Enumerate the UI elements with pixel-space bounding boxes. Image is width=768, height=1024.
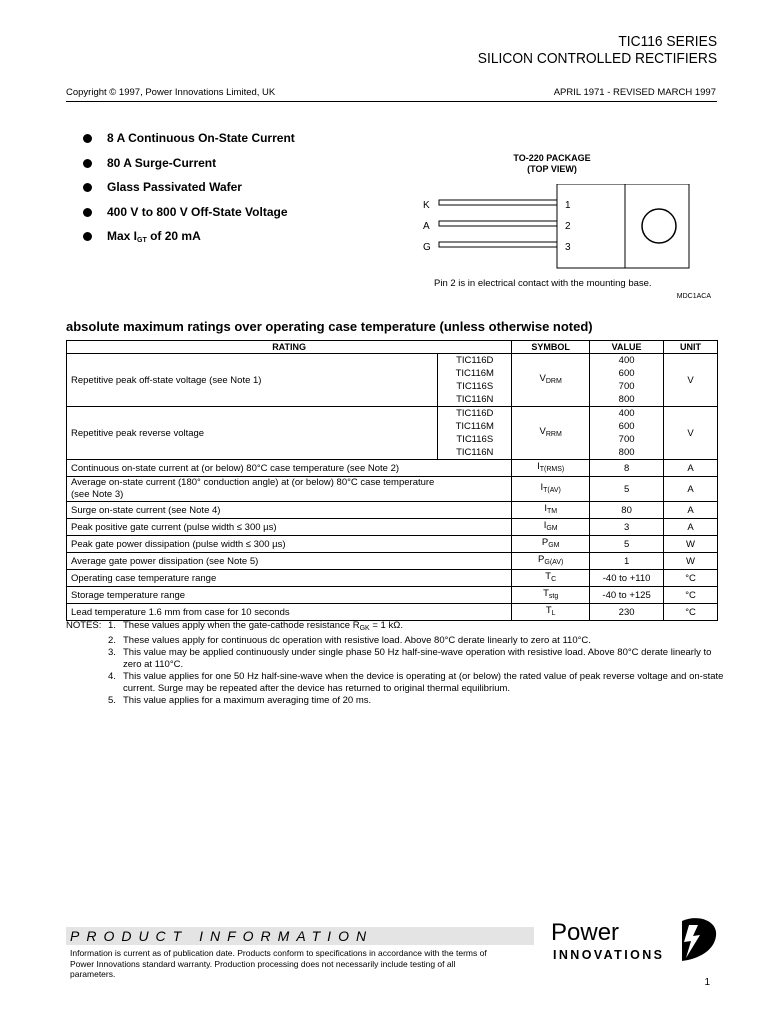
unit-cell: V bbox=[664, 407, 718, 460]
copyright-text: Copyright © 1997, Power Innovations Limited, UK bbox=[66, 87, 276, 98]
svg-text:INNOVATIONS: INNOVATIONS bbox=[553, 948, 665, 962]
bullet-icon bbox=[83, 134, 92, 143]
pin-label-k: K bbox=[423, 200, 430, 211]
bullet-icon bbox=[83, 232, 92, 241]
table-row: Continuous on-state current at (or below) 80°C case temperature (see Note 2) $I_{T(RMS)}$ 8 A bbox=[67, 460, 718, 477]
note-item: 3. This value may be applied continuously under single phase 50 Hz half-sine-wave operation with resistive load. Above 80°C derate linearly to zero at 110°C. bbox=[108, 647, 712, 670]
package-note: Pin 2 is in electrical contact with the mounting base. bbox=[434, 278, 652, 289]
table-row: TIC116S 700 bbox=[67, 380, 718, 393]
header-divider bbox=[66, 101, 717, 102]
pin-number-3: 3 bbox=[565, 242, 571, 253]
document-title bbox=[478, 33, 717, 67]
pin-label-a: A bbox=[423, 221, 430, 232]
header-unit: UNIT bbox=[664, 341, 718, 354]
feature-item: 80 A Surge-Current bbox=[80, 156, 295, 181]
series-name: TIC116 SERIES bbox=[618, 33, 717, 50]
pin-label-g: G bbox=[423, 242, 431, 253]
note-item: 4. This value applies for one 50 Hz half-sine-wave when the device is operating at (or below) the rated value of peak reverse voltage and on-state current. Surge may be repeated after the device has returned to original thermal equilibrium. bbox=[108, 671, 724, 694]
drawing-code: MDC1ACA bbox=[676, 293, 711, 300]
pin-number-2: 2 bbox=[565, 221, 571, 232]
note-item: 2. These values apply for continuous dc operation with resistive load. Above 80°C derate linearly to zero at 110°C. bbox=[108, 635, 591, 646]
lightning-icon bbox=[682, 918, 716, 961]
mounting-hole bbox=[642, 209, 676, 243]
feature-item: 400 V to 800 V Off-State Voltage bbox=[80, 205, 295, 230]
pin-leads bbox=[439, 200, 557, 247]
rating-cell: Repetitive peak reverse voltage bbox=[67, 407, 438, 460]
bullet-icon bbox=[83, 208, 92, 217]
table-row: Lead temperature 1.6 mm from case for 10 seconds $T_L$ 230 °C bbox=[67, 604, 718, 621]
notes-section bbox=[66, 620, 726, 707]
rating-cell: Repetitive peak off-state voltage (see Note 1) bbox=[67, 354, 438, 407]
table-row: TIC116N 800 bbox=[67, 393, 718, 407]
feature-item: 8 A Continuous On-State Current bbox=[80, 131, 295, 156]
header-value: VALUE bbox=[590, 341, 664, 354]
table-row: TIC116M 600 bbox=[67, 420, 718, 433]
svg-text:Power: Power bbox=[551, 919, 620, 946]
pin-number-1: 1 bbox=[565, 200, 571, 211]
table-row: Average gate power dissipation (see Note 5) $P_{G(AV)}$ 1 W bbox=[67, 553, 718, 570]
notes-label: NOTES: bbox=[66, 620, 102, 631]
symbol-cell: $V_{RRM}$ bbox=[512, 407, 590, 460]
table-row: Repetitive peak off-state voltage (see Note 1) TIC116D $V_{DRM}$ 400 V bbox=[67, 354, 718, 368]
bullet-icon bbox=[83, 159, 92, 168]
unit-cell: V bbox=[664, 354, 718, 407]
feature-item: Glass Passivated Wafer bbox=[80, 180, 295, 205]
note-item: 5. This value applies for a maximum averaging time of 20 ms. bbox=[108, 695, 372, 706]
note-item: NOTES: 1. These values apply when the gate-cathode resistance $R_{GK} = 1$ kΩ. bbox=[66, 620, 726, 635]
table-row: Peak positive gate current (pulse width ≤ 300 µs) $I_{GM}$ 3 A bbox=[67, 519, 718, 536]
bullet-icon bbox=[83, 183, 92, 192]
table-row: Average on-state current (180° conduction angle) at (or below) 80°C case temperature (see Note 3) $I_{T(AV)}$ 5 A bbox=[67, 477, 718, 502]
product-information-text: Information is current as of publication date. Products conform to specifications in accordance with the terms of Power Innovations standard warranty. Production processing does not necessarily include testing of all parameters. bbox=[70, 948, 487, 979]
table-row: TIC116M 600 bbox=[67, 367, 718, 380]
table-row: Storage temperature range $T_{stg}$ -40 to +125 °C bbox=[67, 587, 718, 604]
table-row: Repetitive peak reverse voltage TIC116D $V_{RRM}$ 400 V bbox=[67, 407, 718, 421]
product-information-banner: PRODUCT INFORMATION bbox=[66, 927, 534, 945]
package-diagram bbox=[415, 184, 695, 274]
series-subtitle: SILICON CONTROLLED RECTIFIERS bbox=[477, 50, 717, 67]
table-row: TIC116S 700 bbox=[67, 433, 718, 446]
table-row: Peak gate power dissipation (pulse width ≤ 300 µs) $P_{GM}$ 5 W bbox=[67, 536, 718, 553]
table-row: TIC116N 800 bbox=[67, 446, 718, 460]
feature-item: Max $I_{GT}$ of 20 mA bbox=[80, 229, 295, 254]
package-title: TO-220 PACKAGE (TOP VIEW) bbox=[513, 153, 591, 174]
header-rating: RATING bbox=[67, 341, 512, 354]
section-title: absolute maximum ratings over operating case temperature (unless otherwise noted) bbox=[66, 319, 593, 334]
table-row: Operating case temperature range $T_C$ -40 to +110 °C bbox=[67, 570, 718, 587]
power-innovations-logo bbox=[548, 914, 723, 966]
header-symbol: SYMBOL bbox=[512, 341, 590, 354]
symbol-cell: $V_{DRM}$ bbox=[512, 354, 590, 407]
table-header-row bbox=[67, 341, 718, 354]
feature-list bbox=[80, 131, 295, 254]
page-number: 1 bbox=[704, 977, 710, 988]
ratings-table bbox=[66, 340, 718, 621]
table-row: Surge on-state current (see Note 4) $I_{TM}$ 80 A bbox=[67, 502, 718, 519]
revision-date: APRIL 1971 - REVISED MARCH 1997 bbox=[553, 87, 716, 98]
